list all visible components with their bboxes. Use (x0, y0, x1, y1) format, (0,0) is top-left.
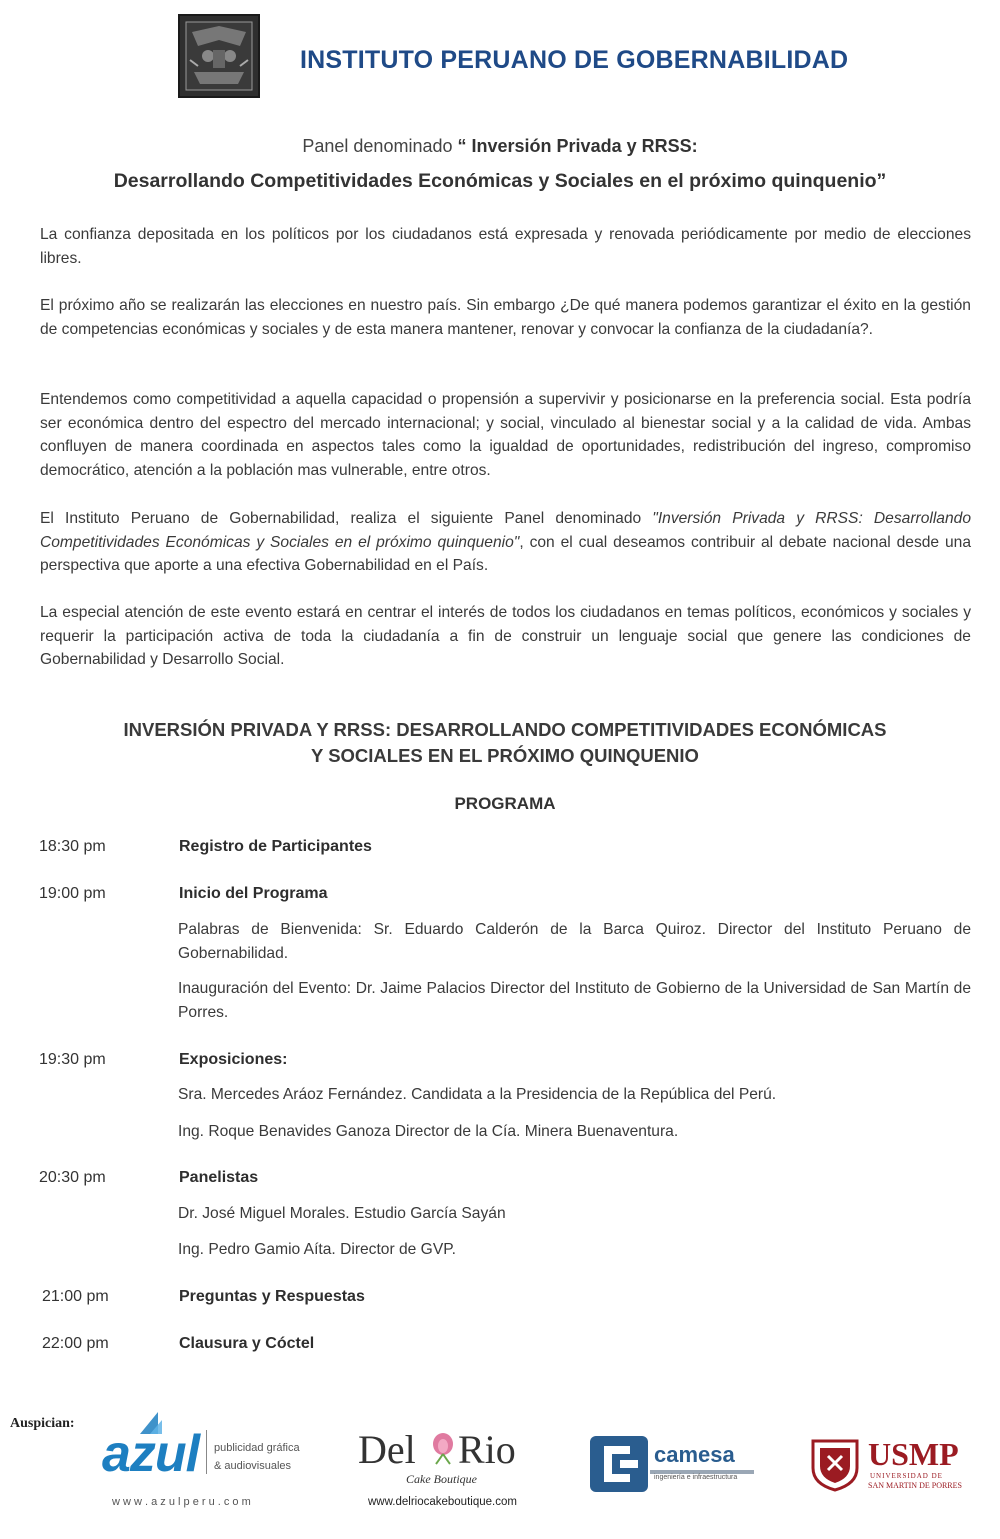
camesa-name: camesa (654, 1442, 735, 1467)
flower-icon (430, 1432, 456, 1466)
sponsor-camesa (590, 1436, 760, 1496)
schedule-item-title: Clausura y Cóctel (179, 1335, 315, 1352)
paragraph-2: El próximo año se realizarán las elecciones en nuestro país. Sin embargo ¿De qué manera podemos garantizar el éxito en la gestión de competencias económicas y sociales y de esta manera mantener, renovar y convocar la confianza de la ciudadanía?. (40, 297, 971, 338)
camesa-logo-icon (590, 1436, 650, 1494)
azul-divider (206, 1430, 207, 1474)
usmp-name: USMP (868, 1436, 959, 1472)
paragraph-1: La confianza depositada en los políticos por los ciudadanos está expresada y renovada periódicamente por medio de elecciones libres. (40, 226, 971, 267)
schedule-item-detail: Sra. Mercedes Aráoz Fernández. Candidata a la Presidencia de la República del Perú. (178, 1086, 777, 1103)
schedule-item-detail: Ing. Pedro Gamio Aíta. Director de GVP. (178, 1241, 456, 1258)
paragraph-5: La especial atención de este evento estará en centrar el interés de todos los ciudadanos en temas políticos, económicos y sociales y requerir la participación activa de toda la ciudadanía a fin de construir un lenguaje social que genere las condiciones de Gobernabilidad y Desarrollo Social. (40, 604, 971, 668)
org-title: INSTITUTO PERUANO DE GOBERNABILIDAD (300, 46, 849, 74)
panel-title-part2: Desarrollando Competitividades Económicas y Sociales en el próximo quinquenio” (113, 170, 887, 192)
delrio-sub: Cake Boutique (406, 1472, 477, 1486)
schedule-time: 20:30 pm (39, 1169, 106, 1186)
program-section-title-line1: INVERSIÓN PRIVADA Y RRSS: DESARROLLANDO COMPETITIVIDADES ECONÓMICAS (123, 719, 887, 740)
azul-name: azul (102, 1425, 200, 1483)
schedule-item-title: Registro de Participantes (179, 838, 372, 855)
schedule-item-detail: Dr. José Miguel Morales. Estudio García Sayán (178, 1205, 506, 1222)
schedule-time: 19:00 pm (39, 885, 106, 902)
schedule-item-title: Preguntas y Respuestas (179, 1288, 365, 1305)
schedule-time: 18:30 pm (39, 838, 106, 855)
delrio-name-right: Rio (458, 1427, 516, 1472)
program-section-title (0, 717, 1000, 769)
usmp-seal-icon (810, 1438, 860, 1492)
usmp-sub-2: SAN MARTIN DE PORRES (868, 1481, 962, 1490)
paragraph-4-italic: "Inversión Privada y RRSS: Desarrollando Competitividades Económicas y Sociales en el próximo quinquenio" (40, 510, 971, 551)
panel-subtitle (0, 136, 1000, 157)
paragraph-4-start: El Instituto Peruano de Gobernabilidad, realiza el siguiente Panel denominado (40, 510, 642, 527)
sponsor-usmp (810, 1436, 980, 1496)
panel-title-part1: “ Inversión Privada y RRSS: (457, 136, 698, 156)
schedule-item-title: Panelistas (179, 1169, 259, 1186)
schedule-time: 19:30 pm (39, 1051, 106, 1068)
delrio-name-left: Del (358, 1427, 416, 1472)
schedule-time: 22:00 pm (42, 1335, 109, 1352)
schedule-item-detail: Ing. Roque Benavides Ganoza Director de la Cía. Minera Buenaventura. (178, 1123, 679, 1140)
usmp-sub-1: UNIVERSIDAD DE (870, 1472, 943, 1480)
schedule-item-detail: Inauguración del Evento: Dr. Jaime Palacios Director del Instituto de Gobierno de la Universidad de San Martín de Porres. (178, 980, 971, 1021)
sponsor-delrio (350, 1424, 540, 1514)
schedule-time: 21:00 pm (42, 1288, 109, 1305)
schedule-item-title: Inicio del Programa (179, 885, 328, 902)
azul-tagline-2: & audiovisuales (214, 1460, 292, 1472)
programa-heading: PROGRAMA (454, 794, 556, 813)
usmp-seal-text (810, 1438, 811, 1439)
schedule-item-title: Exposiciones: (179, 1051, 288, 1068)
paragraph-4-end: , con el cual deseamos contribuir al debate nacional desde una perspectiva que aporte a una efectiva Gobernabilidad en el País. (40, 533, 972, 574)
paragraph-3: Entendemos como competitividad a aquella capacidad o propensión a supervivir y posicionarse en la preferencia social. Esta podría ser económica dentro del espectro del mercado internacional; y social, vinculado al bienestar social y a la calidad de vida. Ambas confluyen de manera coordinada en aspectos tales como la igualdad de oportunidades, redistribución del ingreso, compromiso democrático, atención a la población mas vulnerable, entre otros. (40, 391, 971, 479)
azul-tagline-1: publicidad gráfica (214, 1442, 300, 1454)
azul-url: w w w . a z u l p e r u . c o m (112, 1496, 251, 1508)
paragraph-4 (40, 507, 971, 578)
sponsor-azul (100, 1404, 300, 1514)
sponsors-label: Auspician: (10, 1416, 75, 1431)
delrio-url: www.delriocakeboutique.com (368, 1496, 517, 1508)
panel-prefix: Panel denominado (302, 136, 453, 156)
program-section-title-line2: Y SOCIALES EN EL PRÓXIMO QUINQUENIO (311, 745, 699, 766)
camesa-sub: ingeniería e infraestructura (654, 1474, 738, 1481)
schedule-item-detail: Palabras de Bienvenida: Sr. Eduardo Calderón de la Barca Quiroz. Director del Instituto Peruano de Gobernabilidad. (178, 921, 971, 962)
institute-emblem-icon (178, 14, 260, 98)
